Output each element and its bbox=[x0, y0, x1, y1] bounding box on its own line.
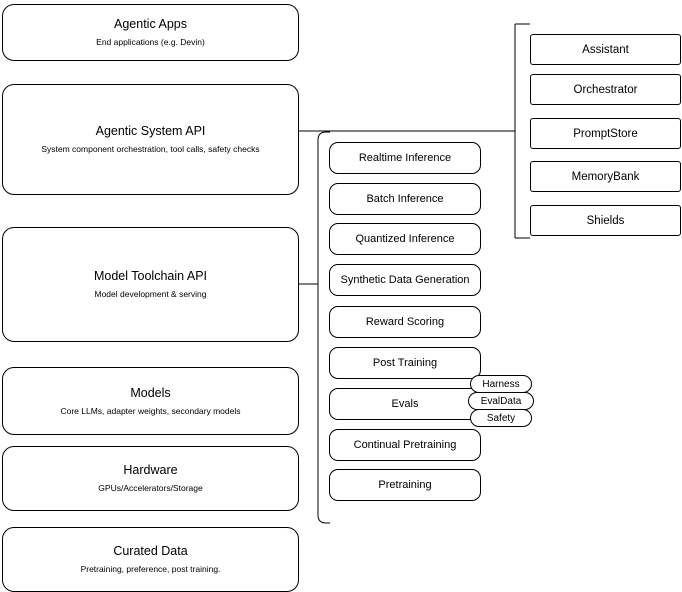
component-label: Orchestrator bbox=[573, 83, 638, 96]
component-label: Quantized Inference bbox=[355, 233, 455, 245]
layer-title: Models bbox=[130, 385, 171, 400]
component-evaldata[interactable] bbox=[468, 392, 534, 410]
component-evals[interactable] bbox=[329, 388, 481, 420]
component-label: Assistant bbox=[582, 43, 629, 56]
component-label: Post Training bbox=[372, 357, 438, 369]
layer-title: Agentic System API bbox=[95, 124, 206, 138]
layer-subtitle: GPUs/Accelerators/Storage bbox=[98, 483, 203, 493]
component-safety[interactable] bbox=[470, 409, 532, 427]
component-promptstore[interactable] bbox=[530, 118, 681, 149]
layer-models[interactable] bbox=[2, 367, 299, 435]
component-label: Safety bbox=[486, 412, 516, 424]
component-quantized-inference[interactable] bbox=[329, 223, 481, 255]
component-harness[interactable] bbox=[470, 375, 532, 393]
layer-title: Model Toolchain API bbox=[93, 269, 208, 283]
component-label: PromptStore bbox=[573, 127, 638, 140]
component-reward-scoring[interactable] bbox=[329, 306, 481, 338]
component-assistant[interactable] bbox=[530, 34, 681, 65]
layer-curated-data[interactable] bbox=[2, 527, 299, 592]
component-shields[interactable] bbox=[530, 205, 681, 236]
component-label: MemoryBank bbox=[571, 170, 640, 183]
component-synthetic-data-generation[interactable] bbox=[329, 264, 481, 296]
component-label: EvalData bbox=[480, 395, 522, 407]
component-label: Shields bbox=[586, 214, 625, 227]
layer-title: Hardware bbox=[123, 463, 178, 477]
component-realtime-inference[interactable] bbox=[329, 142, 481, 174]
layer-agentic-system-api[interactable] bbox=[2, 84, 299, 195]
component-pretraining[interactable] bbox=[329, 469, 481, 501]
layer-subtitle: Core LLMs, adapter weights, secondary models bbox=[60, 405, 241, 416]
layer-subtitle: End applications (e.g. Devin) bbox=[96, 37, 205, 47]
layer-subtitle: Model development & serving bbox=[94, 289, 207, 299]
layer-model-toolchain-api[interactable] bbox=[2, 227, 299, 342]
component-label: Synthetic Data Generation bbox=[340, 274, 470, 286]
component-memorybank[interactable] bbox=[530, 161, 681, 192]
layer-subtitle: System component orchestration, tool calls, safety checks bbox=[41, 144, 260, 154]
layer-title: Agentic Apps bbox=[114, 17, 187, 31]
layer-subtitle: Pretraining, preference, post training. bbox=[80, 564, 221, 574]
component-label: Pretraining bbox=[378, 479, 432, 491]
component-orchestrator[interactable] bbox=[530, 74, 681, 105]
component-post-training[interactable] bbox=[329, 347, 481, 379]
component-label: Reward Scoring bbox=[365, 316, 445, 328]
layer-title: Curated Data bbox=[113, 544, 188, 558]
component-continual-pretraining[interactable] bbox=[329, 429, 481, 461]
component-label: Evals bbox=[391, 398, 419, 410]
layer-hardware[interactable] bbox=[2, 446, 299, 511]
component-label: Continual Pretraining bbox=[353, 439, 457, 451]
component-batch-inference[interactable] bbox=[329, 183, 481, 215]
component-label: Batch Inference bbox=[366, 193, 444, 205]
component-label: Harness bbox=[482, 378, 520, 390]
layer-agentic-apps[interactable] bbox=[2, 4, 299, 61]
component-label: Realtime Inference bbox=[358, 152, 452, 164]
